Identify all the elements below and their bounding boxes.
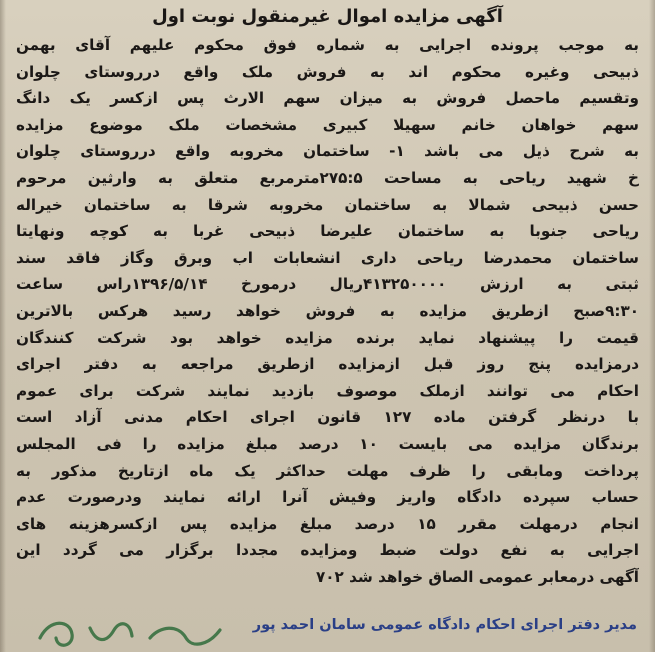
handwritten-mark-icon [10, 608, 230, 652]
notice-line: حسن ذبیحی شمالا به ساختمان مخروبه شرقا به ساختمان خیراله [16, 195, 639, 214]
notice-line: وتقسیم ماحصل فروش به میزان سهم الارث پس ازکسر یک دانگ [16, 89, 639, 108]
notice-line: اجرایی به نفع دولت ضبط ومزایده مجددا برگزار می گردد این [16, 541, 639, 560]
notice-line: حساب سپرده دادگاه واریز وفیش آنرا ارائه نمایند ودرصورت عدم [16, 488, 639, 507]
notice-title: آگهی مزایده اموال غیرمنقول نوبت اول [152, 6, 503, 27]
signature-row [10, 612, 645, 640]
notice-line: درمزایده پنج روز قبل ازمزایده ازطریق مراجعه به دفتر اجرای [16, 355, 639, 374]
notice-line: ۹:۳۰صبح ازطریق مزایده به فروش خواهد رسید هرکس بالاترین [16, 301, 639, 320]
signature-label: مدیر دفتر اجرای احکام دادگاه عمومی سامان احمد پور [252, 617, 637, 633]
notice-line: قیمت را پیشنهاد نماید برنده مزایده خواهد بود شرکت کنندگان [16, 328, 639, 347]
notice-line: با درنظر گرفتن ماده ۱۲۷ قانون اجرای احکام مدنی آزاد است [16, 408, 639, 427]
notice-line: انجام درمهلت مقرر ۱۵ درصد مبلغ مزایده پس ازکسرهزینه های [16, 514, 639, 533]
notice-line: به موجب پرونده اجرایی به شماره فوق محکوم علیهم آقای بهمن [16, 36, 639, 54]
paper-edge-left [0, 0, 6, 652]
notice-line: آگهی درمعابر عمومی الصاق خواهد شد ۷۰۲ [315, 567, 639, 586]
notice-line: به شرح ذیل می باشد ۱- ساختمان مخروبه واقع درروستای چلوان [16, 142, 639, 161]
notice-line: ذبیحی وغیره محکوم اند به فروش ملک واقع درروستای چلوان [16, 62, 639, 81]
notice-line: ریاحی جنوبا به ساختمان علیرضا ذبیحی غربا به کوچه ونهایتا [16, 222, 639, 241]
notice-line: پرداخت ومابقی را ظرف مهلت حداکثر یک ماه ازتاریخ مذکور به [16, 461, 639, 480]
notice-line: سهم خواهان خانم سهیلا کبیری مشخصات ملک موضوع مزایده [16, 115, 639, 134]
paper-edge-right [649, 0, 655, 652]
notice-line: احکام می توانند ازملک موصوف بازدید نمایند شرکت برای عموم [16, 381, 639, 400]
notice-body [10, 32, 645, 590]
notice-line: ساختمان محمدرضا ریاحی داری انشعابات اب وبرق وگاز فاقد سند [16, 248, 639, 267]
notice-line: ثبتی به ارزش ۴۱۳۲۵۰۰۰۰ریال درمورخ ۱۳۹۶/۵/۱۴راس ساعت [16, 275, 639, 294]
notice-line: برندگان مزایده می بایست ۱۰ درصد مبلغ مزایده را فی المجلس [16, 434, 639, 453]
notice-line: خ شهید ریاحی به مساحت ۲۷۵:۵مترمربع متعلق به وارثین مرحوم [16, 168, 639, 187]
